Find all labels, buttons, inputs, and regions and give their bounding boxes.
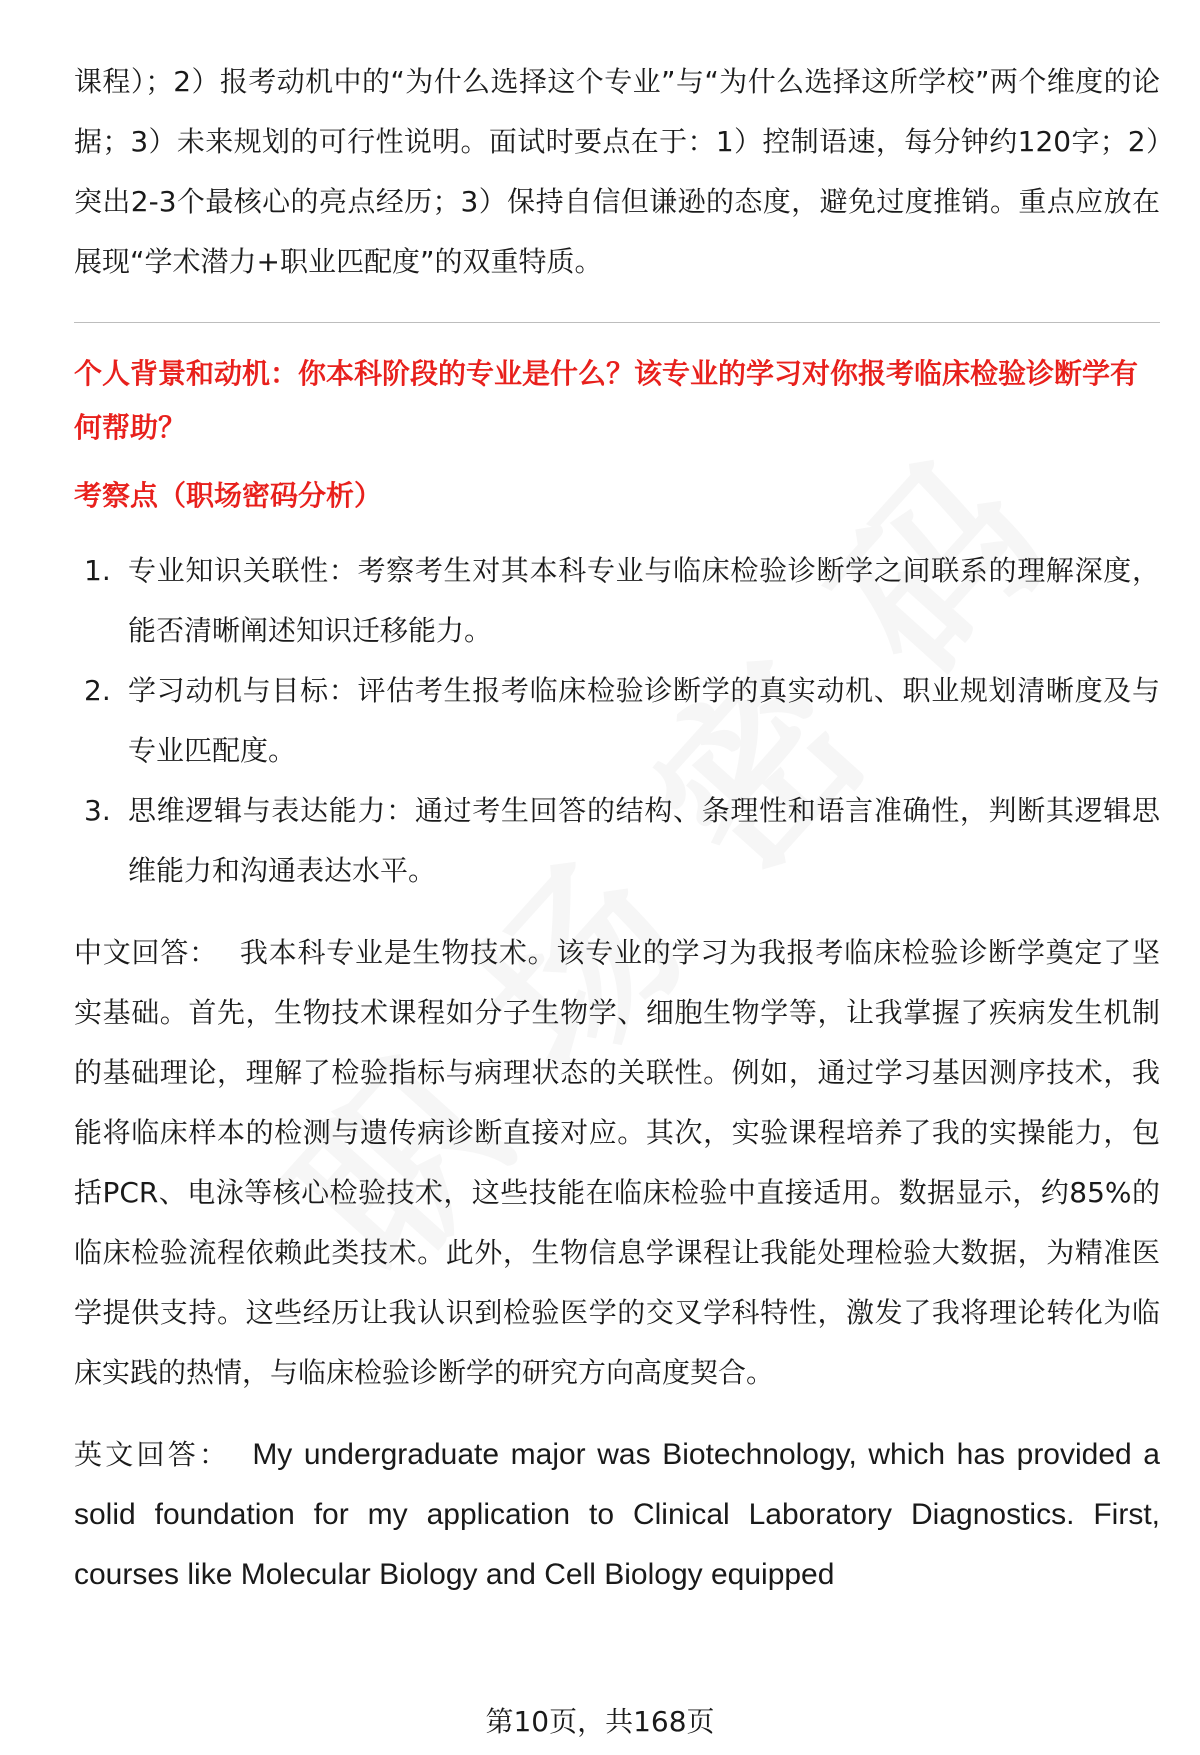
list-item (74, 661, 1160, 781)
answer-english-text: My undergraduate major was Biotechnology, which has provided a solid foundation for my application to Clinical Laboratory Diagnostics. First, courses like Molecular Biology and Cell Biology equipped (74, 1438, 1160, 1591)
question-title: 个人背景和动机：你本科阶段的专业是什么？该专业的学习对你报考临床检验诊断学有何帮助？ (74, 357, 1139, 444)
section-divider (74, 322, 1160, 323)
assessment-points-list (74, 541, 1160, 901)
answer-chinese-text: 我本科专业是生物技术。该专业的学习为我报考临床检验诊断学奠定了坚实基础。首先，生物技术课程如分子生物学、细胞生物学等，让我掌握了疾病发生机制的基础理论，理解了检验指标与病理状态的关联性。例如，通过学习基因测序技术，我能将临床样本的检测与遗传病诊断直接对应。其次，实验课程培养了我的实操能力，包括PCR、电泳等核心检验技术，这些技能在临床检验中直接适用。数据显示，约85%的临床检验流程依赖此类技术。此外，生物信息学课程让我能处理检验大数据，为精准医学提供支持。这些经历让我认识到检验医学的交叉学科特性，激发了我将理论转化为临床实践的热情，与临床检验诊断学的研究方向高度契合。 (74, 936, 1160, 1389)
answer-chinese-label: 中文回答： (74, 936, 218, 969)
question-subtitle: 考察点（职场密码分析） (74, 479, 383, 512)
answer-english-label: 英文回答： (74, 1438, 231, 1471)
answer-english (74, 1425, 1160, 1605)
list-number: 2. (84, 674, 111, 707)
list-number: 1. (84, 554, 111, 587)
intro-paragraph: 课程）；2）报考动机中的“为什么选择这个专业”与“为什么选择这所学校”两个维度的论据；3）未来规划的可行性说明。面试时要点在于：1）控制语速，每分钟约120字；2）突出2-3个最核心的亮点经历；3）保持自信但谦逊的态度，避免过度推销。重点应放在展现“学术潜力+职业匹配度”的双重特质。 (74, 65, 1160, 278)
page-footer: 第10页，共168页 (485, 1705, 715, 1738)
list-text: 学习动机与目标：评估考生报考临床检验诊断学的真实动机、职业规划清晰度及与专业匹配度。 (128, 674, 1160, 767)
page-content (74, 52, 1160, 1605)
list-text: 专业知识关联性：考察考生对其本科专业与临床检验诊断学之间联系的理解深度，能否清晰阐述知识迁移能力。 (128, 554, 1160, 647)
list-item (74, 781, 1160, 901)
answer-chinese (74, 923, 1160, 1403)
list-item (74, 541, 1160, 661)
list-number: 3. (84, 794, 111, 827)
list-text: 思维逻辑与表达能力：通过考生回答的结构、条理性和语言准确性，判断其逻辑思维能力和沟通表达水平。 (128, 794, 1160, 887)
